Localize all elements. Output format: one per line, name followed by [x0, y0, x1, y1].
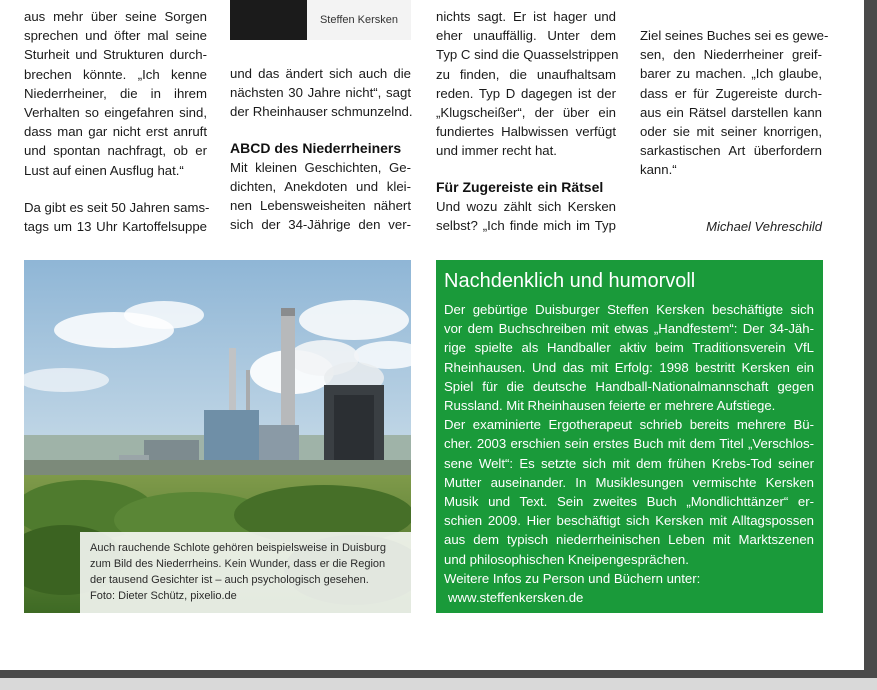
- info-box-line: cher. 2003 erschien sein erstes Buch mit dem Titel „Verschlos-: [444, 436, 814, 452]
- text-column-2: [230, 64, 411, 234]
- info-box-line: und philosophischen Kneipengesprächen.: [444, 551, 689, 567]
- col2-line: dichten, Anekdoten und klei-: [230, 178, 411, 194]
- info-box-line: Rheinhausen. Und das mit Erfolg: 1998 bestritt Kersken ein: [444, 359, 814, 375]
- col4-line: sen, den Niederrheiner greif-: [640, 47, 822, 63]
- caption-line: Foto: Dieter Schütz, pixelio.de: [90, 590, 237, 602]
- caption-line: der tausend Gesichter ist – auch psychologisch gesehen.: [90, 574, 369, 586]
- col1-line: Da gibt es seit 50 Jahren sams-: [24, 199, 210, 215]
- info-box-line: sene Welt“: Es setzte sich mit dem frühen Krebs-Tod seiner: [444, 455, 814, 471]
- col3-line: fundiertes Halbwissen verfügt: [436, 124, 616, 140]
- col3-line: und immer recht hat.: [436, 143, 557, 159]
- col1-line: und spontan nachfragt, ob er: [24, 143, 207, 159]
- col4-line: kann.“: [640, 162, 677, 178]
- col2-line: und das ändert sich auch die: [230, 66, 411, 81]
- info-box-line: Musik und Text. Sein zweites Buch „Mondlichttänzer“ er-: [444, 494, 814, 510]
- info-box-line: Weitere Infos zu Person und Büchern unter:: [444, 570, 701, 586]
- col3-line: eher unauffällig. Unter dem: [436, 28, 616, 44]
- info-box-line: Der gebürtige Duisburger Steffen Kersken beschäftigte sich: [444, 302, 814, 317]
- text-column-1: [24, 7, 210, 236]
- text-column-4: [640, 26, 829, 180]
- photo-caption: [80, 532, 411, 613]
- col1-line: aus mehr über seine Sorgen: [24, 9, 207, 24]
- info-box-line: rige spielte als Handballer aktiv beim Traditionsverein VfL: [444, 340, 814, 356]
- col4-line: aus ein Rätsel darstellen kann: [640, 104, 822, 120]
- section-heading-zugereiste: Für Zugereiste ein Rätsel: [436, 178, 604, 195]
- col3-line: Typ C sind die Quasselstrippen: [436, 47, 619, 63]
- info-box-line: schien 2009. Hier beschäftigt sich Kersken mit Alltagspossen: [444, 513, 814, 529]
- section-heading-abcd: ABCD des Niederrheiners: [230, 139, 402, 156]
- col1-line: Verhalten so eingefahren sind,: [24, 105, 207, 121]
- col1-line: dass man gar nicht erst anruft: [24, 124, 207, 140]
- info-box-title: Nachdenklich und humorvoll: [444, 270, 696, 292]
- col4-line: barer zu machen. „Ich glaube,: [640, 66, 822, 82]
- info-box-line: aus dem typisch niederrheinischen Leben mit Marktszenen: [444, 532, 814, 548]
- col4-line: sarkastischen Art überfordern: [640, 143, 822, 159]
- col1-line: Niederrheiner, die in ihrem: [24, 85, 207, 101]
- col3-line: nichts sagt. Er ist hager und: [436, 9, 616, 24]
- photo-credit-label: Steffen Kersken: [307, 0, 411, 40]
- info-box-line: Russland. Mit Rheinhausen feierte er mehrere Aufstiege.: [444, 398, 776, 414]
- col4-line: Ziel seines Buches sei es gewe-: [640, 28, 829, 43]
- col2-line: sich der 34-Jährige den ver-: [230, 217, 411, 233]
- col1-line: brechen könnte. „Ich kenne: [24, 66, 207, 82]
- col1-line: Sturheit und Strukturen durch-: [24, 47, 207, 63]
- col3-line: reden. Typ D dagegen ist der: [436, 85, 616, 101]
- portrait-photo-fragment: [230, 0, 411, 40]
- col4-line: dass er für Zugereiste durch-: [640, 85, 822, 101]
- col2-line: nächsten 30 Jahre nicht“, sagt: [230, 85, 411, 101]
- col1-line: tags um 13 Uhr Kartoffelsuppe: [24, 219, 207, 235]
- info-box-line: Spiel für die deutsche Handball-Nationalmannschaft gegen: [444, 378, 814, 394]
- info-box-line: vor dem Buchschreiben mit etwas „Handfestem“: Der 34-Jäh-: [444, 321, 814, 337]
- col2-line: der Rheinhauser schmunzelnd.: [230, 104, 413, 120]
- col3-line: selbst? „Ich finde mich im Typ: [436, 217, 616, 233]
- viewer-bottom-bar: [0, 678, 877, 690]
- col3-line: Und wozu zählt sich Kersken: [436, 198, 616, 214]
- website-link[interactable]: www.steffenkersken.de: [448, 590, 584, 606]
- col2-line: Mit kleinen Geschichten, Ge-: [230, 159, 411, 175]
- col3-line: zu finden, die unaufhaltsam: [436, 66, 616, 82]
- caption-line: zum Bild des Niederrheins. Kein Wunder, dass er die Region: [90, 558, 386, 570]
- col2-line: nen Lebensweisheiten nähert: [230, 198, 411, 214]
- col1-line: Lust auf einen Ausflug hat.“: [24, 162, 184, 178]
- col1-line: sprechen und öfter mal seine: [24, 28, 207, 44]
- info-box: [436, 260, 823, 613]
- info-box-line: Mutter auseinander. In Musiklesungen vermischte Kersken: [444, 474, 814, 490]
- text-column-3: [436, 7, 619, 235]
- info-box-line: Der examinierte Ergotherapeut schrieb bereits mehrere Bü-: [444, 417, 814, 433]
- col4-line: oder sie mit seiner knorrigen,: [640, 124, 822, 140]
- caption-line: Auch rauchende Schlote gehören beispielsweise in Duisburg: [90, 542, 386, 554]
- author-signature: Michael Vehreschild: [706, 219, 822, 234]
- col3-line: „Klugscheißer“, der über ein: [436, 105, 616, 121]
